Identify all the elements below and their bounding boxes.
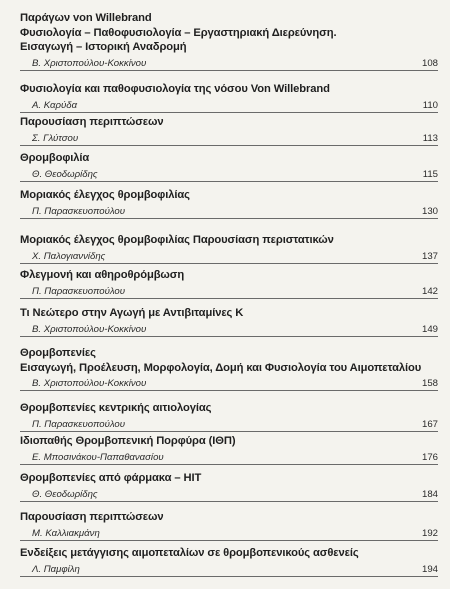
toc-entry (20, 306, 438, 337)
entry-title: Θρομβοπενίες (20, 347, 96, 359)
entry-author: Σ. Γλύτσου (32, 132, 79, 144)
toc-entry (20, 471, 438, 502)
entry-author: Α. Καρύδα (32, 99, 78, 111)
page-number: 167 (421, 418, 438, 430)
entry-title: Φυσιολογία – Παθοφυσιολογία – Εργαστηριακή Διερεύνηση. (20, 26, 337, 39)
entry-author: Β. Χριστοπούλου-Κοκκίνου (32, 57, 147, 69)
page-number: 192 (421, 527, 438, 539)
author-row (20, 451, 438, 465)
author-row (20, 132, 438, 146)
page-number: 108 (421, 57, 438, 69)
toc-entry (20, 346, 438, 391)
entry-title: Εισαγωγή – Ιστορική Αναδρομή (20, 41, 187, 53)
page-number: 158 (421, 378, 438, 389)
author-row (20, 250, 438, 264)
page-number: 130 (421, 205, 438, 217)
entry-author: Θ. Θεοδωρίδης (32, 488, 98, 500)
entry-author: Π. Παρασκευοπούλου (32, 205, 126, 217)
toc-entry (20, 401, 438, 432)
entry-title: Θρομβοπενίες κεντρικής αιτιολογίας (20, 402, 212, 414)
entry-title: Παράγων von Willebrand (20, 12, 152, 24)
toc-entry (20, 510, 438, 541)
page-number: 115 (422, 168, 438, 180)
page-number: 113 (422, 132, 438, 144)
page-number: 137 (421, 250, 438, 262)
author-row (20, 285, 438, 299)
author-row (20, 57, 438, 71)
entry-author: Β. Χριστοπούλου-Κοκκίνου (32, 378, 147, 389)
page-number: 184 (421, 488, 438, 500)
entry-title: Φυσιολογία και παθοφυσιολογία της νόσου Von Willebrand (20, 83, 330, 95)
author-row (20, 527, 438, 541)
toc-entry (20, 434, 438, 465)
author-row (20, 418, 438, 432)
toc-entry (20, 233, 438, 264)
entry-author: Μ. Καλλιακμάνη (32, 527, 100, 539)
toc-entry (20, 188, 438, 219)
author-row (20, 323, 438, 337)
author-row (20, 563, 438, 577)
author-row (20, 205, 438, 219)
entry-author: Λ. Παμφίλη (32, 563, 80, 575)
entry-title: Παρουσίαση περιπτώσεων (20, 116, 164, 128)
author-row (20, 99, 438, 113)
entry-title: Θρομβοπενίες από φάρμακα – HIT (20, 472, 202, 484)
toc-entry (20, 546, 438, 577)
entry-title: Παρουσίαση περιπτώσεων (20, 511, 164, 523)
author-row (20, 488, 438, 502)
page-number: 142 (421, 285, 438, 297)
toc-entry (20, 115, 438, 146)
entry-title: Φλεγμονή και αθηροθρόμβωση (20, 269, 185, 281)
toc-entry (20, 11, 438, 71)
entry-title: Εισαγωγή, Προέλευση, Μορφολογία, Δομή και Φυσιολογία του Αιμοπεταλίου (20, 361, 422, 374)
entry-title: Θρομβοφιλία (20, 152, 90, 164)
entry-author: Θ. Θεοδωρίδης (32, 168, 98, 180)
page-number: 149 (421, 323, 438, 335)
entry-author: Π. Παρασκευοπούλου (32, 285, 126, 297)
entry-author: Π. Παρασκευοπούλου (32, 418, 126, 430)
entry-title: Μοριακός έλεγχος θρομβοφιλίας Παρουσίαση περιστατικών (20, 234, 334, 246)
entry-author: Β. Χριστοπούλου-Κοκκίνου (32, 323, 147, 335)
entry-title: Ιδιοπαθής Θρομβοπενική Πορφύρα (ΙΘΠ) (20, 435, 236, 447)
entry-title: Ενδείξεις μετάγγισης αιμοπεταλίων σε θρομβοπενικούς ασθενείς (20, 547, 359, 559)
entry-author: Ε. Μποσινάκου-Παπαθανασίου (32, 451, 164, 463)
entry-title: Μοριακός έλεγχος θρομβοφιλίας (20, 189, 190, 201)
toc-entry (20, 268, 438, 299)
entry-title: Τι Νεώτερο στην Αγωγή με Αντιβιταμίνες Κ (20, 307, 244, 319)
page-number: 176 (421, 451, 438, 463)
toc-entry (20, 151, 438, 182)
entry-author: Χ. Παλογιαννίδης (32, 250, 106, 262)
author-row (20, 168, 438, 182)
page-number: 194 (421, 563, 438, 575)
page-number: 110 (422, 99, 438, 111)
toc-entry (20, 82, 438, 113)
author-row (20, 377, 438, 391)
